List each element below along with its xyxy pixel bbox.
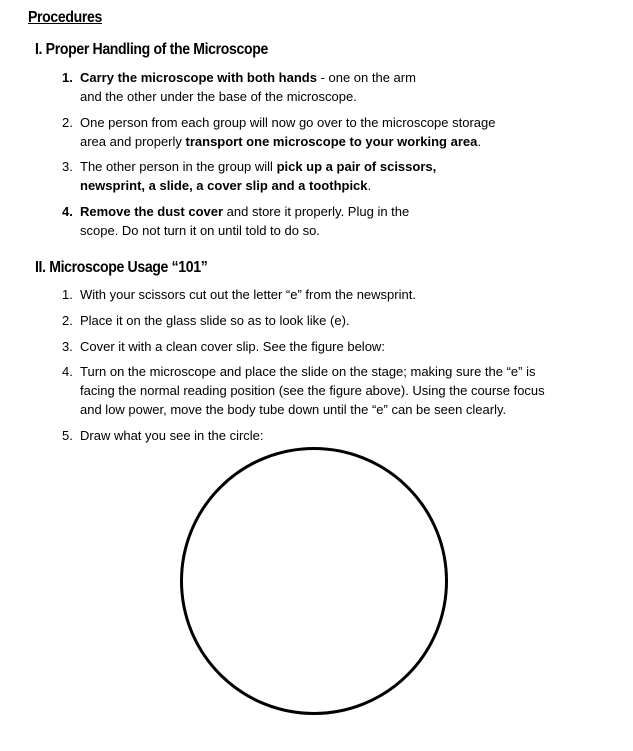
item-text-line: and the other under the base of the microscope. [80, 89, 357, 104]
item-text-line: Turn on the microscope and place the slide on the stage; making sure the “e” is [80, 364, 536, 379]
item-text: Draw what you see in the circle: [80, 428, 264, 443]
section-heading-usage: II. Microscope Usage “101” [35, 259, 208, 276]
item-number: 4. [62, 364, 73, 379]
item-text-line: scope. Do not turn it on until told to do so. [80, 223, 320, 238]
item-number: 2. [62, 115, 73, 130]
item-bold-text: pick up a pair of scissors, [276, 159, 437, 174]
item-text-line: and low power, move the body tube down until the “e” can be seen clearly. [80, 402, 507, 417]
item-text-part: - one on the arm [316, 70, 416, 85]
drawing-circle [180, 447, 448, 715]
item-bold-text: newsprint, a slide, a cover slip and a toothpick [80, 178, 368, 193]
item-number: 4. [62, 204, 73, 219]
item-text-part: area and properly [80, 134, 186, 149]
item-text [80, 362, 545, 419]
item-number: 5. [62, 428, 73, 443]
item-text-part: The other person in the group will [80, 159, 277, 174]
section-heading-handling: I. Proper Handling of the Microscope [35, 41, 268, 58]
item-text-part: . [367, 178, 372, 193]
item-text: With your scissors cut out the letter “e” from the newsprint. [80, 287, 416, 302]
item-text: Cover it with a clean cover slip. See the figure below: [80, 339, 385, 354]
item-bold-text: transport one microscope to your working area [185, 134, 478, 149]
item-number: 1. [62, 70, 73, 85]
item-text-line: One person from each group will now go over to the microscope storage [80, 115, 496, 130]
item-text [80, 113, 496, 151]
item-text-part: and store it properly. Plug in the [223, 204, 410, 219]
item-text-part: . [477, 134, 481, 149]
item-bold-text: Remove the dust cover [80, 204, 224, 219]
item-number: 2. [62, 313, 73, 328]
item-text [80, 202, 409, 240]
page-title: Procedures [28, 9, 102, 26]
item-text [80, 68, 416, 106]
item-text [80, 157, 436, 195]
item-number: 1. [62, 287, 73, 302]
item-bold-text: Carry the microscope with both hands [80, 70, 317, 85]
item-text-line: facing the normal reading position (see the figure above). Using the course focus [80, 383, 545, 398]
item-number: 3. [62, 339, 73, 354]
item-number: 3. [62, 159, 73, 174]
item-text: Place it on the glass slide so as to look like (e). [80, 313, 350, 328]
